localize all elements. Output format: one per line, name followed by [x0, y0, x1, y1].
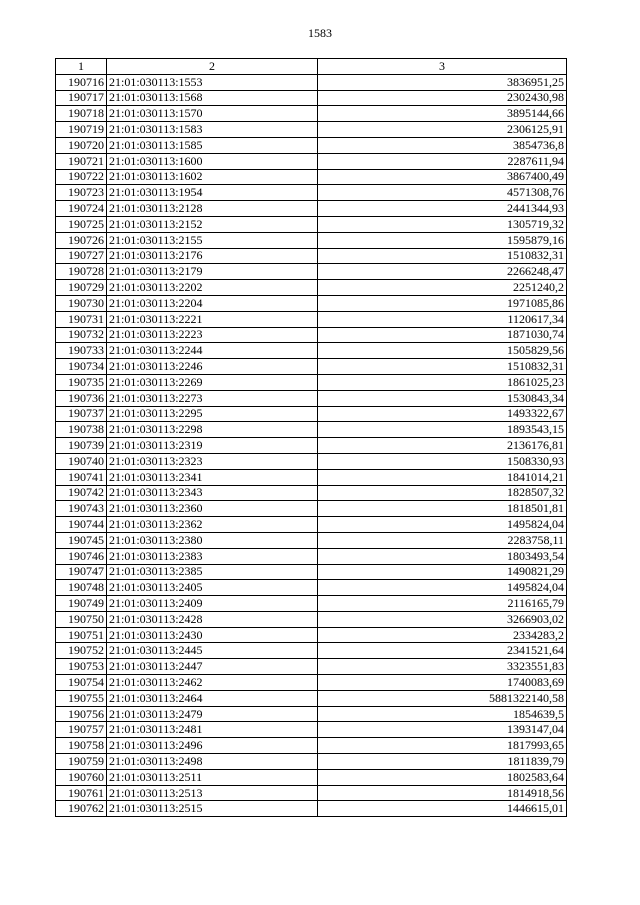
cadastral-number-cell: 21:01:030113:2204	[107, 295, 318, 311]
cadastral-number-cell: 21:01:030113:2445	[107, 643, 318, 659]
table-row	[56, 122, 567, 138]
table-row	[56, 359, 567, 375]
cadastral-value-cell: 4571308,76	[318, 185, 567, 201]
cadastral-number-cell: 21:01:030113:2383	[107, 548, 318, 564]
cadastral-value-cell: 3895144,66	[318, 106, 567, 122]
row-number-cell: 190746	[56, 548, 107, 564]
table-row	[56, 280, 567, 296]
cadastral-value-cell: 3836951,25	[318, 74, 567, 90]
cadastral-value-cell: 2287611,94	[318, 153, 567, 169]
cadastral-value-cell: 1811839,79	[318, 754, 567, 770]
table-row	[56, 153, 567, 169]
row-number-cell: 190728	[56, 264, 107, 280]
table-row	[56, 374, 567, 390]
cadastral-number-cell: 21:01:030113:2155	[107, 232, 318, 248]
row-number-cell: 190724	[56, 201, 107, 217]
row-number-cell: 190725	[56, 216, 107, 232]
row-number-cell: 190735	[56, 374, 107, 390]
cadastral-number-cell: 21:01:030113:2498	[107, 754, 318, 770]
cadastral-number-cell: 21:01:030113:2295	[107, 406, 318, 422]
row-number-cell: 190727	[56, 248, 107, 264]
cadastral-number-cell: 21:01:030113:2430	[107, 627, 318, 643]
cadastral-value-cell: 1495824,04	[318, 517, 567, 533]
table-row	[56, 548, 567, 564]
row-number-cell: 190726	[56, 232, 107, 248]
cadastral-value-cell: 1595879,16	[318, 232, 567, 248]
cadastral-value-cell: 1893543,15	[318, 422, 567, 438]
row-number-cell: 190739	[56, 438, 107, 454]
cadastral-value-cell: 1505829,56	[318, 343, 567, 359]
cadastral-number-cell: 21:01:030113:1568	[107, 90, 318, 106]
cadastral-number-cell: 21:01:030113:2481	[107, 722, 318, 738]
row-number-cell: 190744	[56, 517, 107, 533]
cadastral-number-cell: 21:01:030113:2179	[107, 264, 318, 280]
row-number-cell: 190750	[56, 611, 107, 627]
row-number-cell: 190719	[56, 122, 107, 138]
table-body	[56, 74, 567, 816]
table-row	[56, 706, 567, 722]
cadastral-number-cell: 21:01:030113:2319	[107, 438, 318, 454]
cadastral-value-cell: 1508330,93	[318, 453, 567, 469]
table-row	[56, 137, 567, 153]
cadastral-value-cell: 1814918,56	[318, 785, 567, 801]
table-row	[56, 438, 567, 454]
table-row	[56, 311, 567, 327]
table-row	[56, 343, 567, 359]
row-number-cell: 190748	[56, 580, 107, 596]
table-row	[56, 643, 567, 659]
cadastral-number-cell: 21:01:030113:2428	[107, 611, 318, 627]
cadastral-value-cell: 2302430,98	[318, 90, 567, 106]
row-number-cell: 190730	[56, 295, 107, 311]
row-number-cell: 190737	[56, 406, 107, 422]
cadastral-number-cell: 21:01:030113:1585	[107, 137, 318, 153]
cadastral-number-cell: 21:01:030113:2269	[107, 374, 318, 390]
table-row	[56, 690, 567, 706]
row-number-cell: 190732	[56, 327, 107, 343]
cadastral-value-cell: 1393147,04	[318, 722, 567, 738]
column-header-3: 3	[318, 59, 567, 75]
cadastral-value-cell: 3266903,02	[318, 611, 567, 627]
cadastral-value-cell: 1861025,23	[318, 374, 567, 390]
table-row	[56, 453, 567, 469]
table-row	[56, 264, 567, 280]
row-number-cell: 190734	[56, 359, 107, 375]
cadastral-value-cell: 1493322,67	[318, 406, 567, 422]
row-number-cell: 190741	[56, 469, 107, 485]
row-number-cell: 190742	[56, 485, 107, 501]
cadastral-number-cell: 21:01:030113:2511	[107, 769, 318, 785]
cadastral-value-cell: 1740083,69	[318, 675, 567, 691]
cadastral-value-cell: 1495824,04	[318, 580, 567, 596]
table-row	[56, 201, 567, 217]
table-row	[56, 627, 567, 643]
cadastral-value-cell: 1817993,65	[318, 738, 567, 754]
table-row	[56, 785, 567, 801]
cadastral-number-cell: 21:01:030113:1553	[107, 74, 318, 90]
row-number-cell: 190752	[56, 643, 107, 659]
cadastral-number-cell: 21:01:030113:2380	[107, 532, 318, 548]
row-number-cell: 190721	[56, 153, 107, 169]
cadastral-number-cell: 21:01:030113:2273	[107, 390, 318, 406]
cadastral-value-cell: 3323551,83	[318, 659, 567, 675]
table-row	[56, 469, 567, 485]
row-number-cell: 190729	[56, 280, 107, 296]
table-row	[56, 722, 567, 738]
row-number-cell: 190761	[56, 785, 107, 801]
cadastral-number-cell: 21:01:030113:2202	[107, 280, 318, 296]
cadastral-value-cell: 2283758,11	[318, 532, 567, 548]
row-number-cell: 190751	[56, 627, 107, 643]
row-number-cell: 190716	[56, 74, 107, 90]
row-number-cell: 190753	[56, 659, 107, 675]
cadastral-value-cell: 1871030,74	[318, 327, 567, 343]
table-row	[56, 769, 567, 785]
cadastral-value-cell: 2306125,91	[318, 122, 567, 138]
table-row	[56, 390, 567, 406]
column-header-1: 1	[56, 59, 107, 75]
table-row	[56, 106, 567, 122]
cadastral-number-cell: 21:01:030113:2360	[107, 501, 318, 517]
cadastral-value-cell: 1510832,31	[318, 359, 567, 375]
row-number-cell: 190717	[56, 90, 107, 106]
table-row	[56, 580, 567, 596]
table-header-row	[56, 59, 567, 75]
row-number-cell: 190722	[56, 169, 107, 185]
cadastral-number-cell: 21:01:030113:2341	[107, 469, 318, 485]
row-number-cell: 190755	[56, 690, 107, 706]
table-row	[56, 801, 567, 817]
row-number-cell: 190762	[56, 801, 107, 817]
table-row	[56, 532, 567, 548]
table-row	[56, 754, 567, 770]
table-row	[56, 659, 567, 675]
cadastral-number-cell: 21:01:030113:2405	[107, 580, 318, 596]
cadastral-number-cell: 21:01:030113:1600	[107, 153, 318, 169]
cadastral-number-cell: 21:01:030113:2244	[107, 343, 318, 359]
table-row	[56, 517, 567, 533]
table-row	[56, 248, 567, 264]
table-row	[56, 675, 567, 691]
cadastral-number-cell: 21:01:030113:2462	[107, 675, 318, 691]
row-number-cell: 190760	[56, 769, 107, 785]
cadastral-number-cell: 21:01:030113:2223	[107, 327, 318, 343]
row-number-cell: 190759	[56, 754, 107, 770]
row-number-cell: 190749	[56, 596, 107, 612]
table-row	[56, 74, 567, 90]
cadastral-number-cell: 21:01:030113:2246	[107, 359, 318, 375]
cadastral-value-cell: 1530843,34	[318, 390, 567, 406]
cadastral-number-cell: 21:01:030113:2464	[107, 690, 318, 706]
cadastral-number-cell: 21:01:030113:2496	[107, 738, 318, 754]
cadastral-number-cell: 21:01:030113:1602	[107, 169, 318, 185]
cadastral-number-cell: 21:01:030113:2128	[107, 201, 318, 217]
table-row	[56, 232, 567, 248]
cadastral-value-cell: 1446615,01	[318, 801, 567, 817]
cadastral-number-cell: 21:01:030113:2409	[107, 596, 318, 612]
row-number-cell: 190718	[56, 106, 107, 122]
cadastral-number-cell: 21:01:030113:2479	[107, 706, 318, 722]
table-row	[56, 185, 567, 201]
cadastral-value-cell: 1818501,81	[318, 501, 567, 517]
cadastral-number-cell: 21:01:030113:1583	[107, 122, 318, 138]
table-row	[56, 596, 567, 612]
cadastral-number-cell: 21:01:030113:2447	[107, 659, 318, 675]
table-row	[56, 422, 567, 438]
row-number-cell: 190758	[56, 738, 107, 754]
cadastral-value-table	[55, 58, 567, 817]
cadastral-value-cell: 2441344,93	[318, 201, 567, 217]
table-row	[56, 501, 567, 517]
table-row	[56, 406, 567, 422]
cadastral-value-cell: 3854736,8	[318, 137, 567, 153]
cadastral-value-cell: 1803493,54	[318, 548, 567, 564]
cadastral-number-cell: 21:01:030113:2515	[107, 801, 318, 817]
cadastral-number-cell: 21:01:030113:1954	[107, 185, 318, 201]
cadastral-number-cell: 21:01:030113:1570	[107, 106, 318, 122]
cadastral-number-cell: 21:01:030113:2152	[107, 216, 318, 232]
cadastral-value-cell: 1510832,31	[318, 248, 567, 264]
row-number-cell: 190747	[56, 564, 107, 580]
cadastral-value-cell: 2341521,64	[318, 643, 567, 659]
table-row	[56, 327, 567, 343]
row-number-cell: 190740	[56, 453, 107, 469]
cadastral-value-cell: 2251240,2	[318, 280, 567, 296]
table-row	[56, 169, 567, 185]
cadastral-number-cell: 21:01:030113:2385	[107, 564, 318, 580]
cadastral-value-cell: 1802583,64	[318, 769, 567, 785]
table-row	[56, 90, 567, 106]
cadastral-value-cell: 1490821,29	[318, 564, 567, 580]
row-number-cell: 190736	[56, 390, 107, 406]
table-row	[56, 295, 567, 311]
cadastral-value-cell: 1841014,21	[318, 469, 567, 485]
table-row	[56, 564, 567, 580]
cadastral-value-cell: 1120617,34	[318, 311, 567, 327]
row-number-cell: 190756	[56, 706, 107, 722]
row-number-cell: 190743	[56, 501, 107, 517]
cadastral-number-cell: 21:01:030113:2513	[107, 785, 318, 801]
cadastral-number-cell: 21:01:030113:2323	[107, 453, 318, 469]
cadastral-value-cell: 3867400,49	[318, 169, 567, 185]
cadastral-value-cell: 2266248,47	[318, 264, 567, 280]
row-number-cell: 190731	[56, 311, 107, 327]
cadastral-number-cell: 21:01:030113:2343	[107, 485, 318, 501]
row-number-cell: 190757	[56, 722, 107, 738]
row-number-cell: 190738	[56, 422, 107, 438]
cadastral-value-cell: 1305719,32	[318, 216, 567, 232]
cadastral-value-cell: 1828507,32	[318, 485, 567, 501]
table-row	[56, 485, 567, 501]
cadastral-value-cell: 1854639,5	[318, 706, 567, 722]
row-number-cell: 190754	[56, 675, 107, 691]
row-number-cell: 190733	[56, 343, 107, 359]
table-row	[56, 738, 567, 754]
cadastral-number-cell: 21:01:030113:2221	[107, 311, 318, 327]
cadastral-number-cell: 21:01:030113:2176	[107, 248, 318, 264]
cadastral-value-cell: 2136176,81	[318, 438, 567, 454]
cadastral-number-cell: 21:01:030113:2298	[107, 422, 318, 438]
table-row	[56, 216, 567, 232]
table-row	[56, 611, 567, 627]
row-number-cell: 190745	[56, 532, 107, 548]
cadastral-value-cell: 5881322140,58	[318, 690, 567, 706]
row-number-cell: 190723	[56, 185, 107, 201]
page-number: 1583	[308, 26, 332, 40]
cadastral-number-cell: 21:01:030113:2362	[107, 517, 318, 533]
cadastral-value-cell: 2334283,2	[318, 627, 567, 643]
column-header-2: 2	[107, 59, 318, 75]
row-number-cell: 190720	[56, 137, 107, 153]
cadastral-value-cell: 2116165,79	[318, 596, 567, 612]
cadastral-value-cell: 1971085,86	[318, 295, 567, 311]
